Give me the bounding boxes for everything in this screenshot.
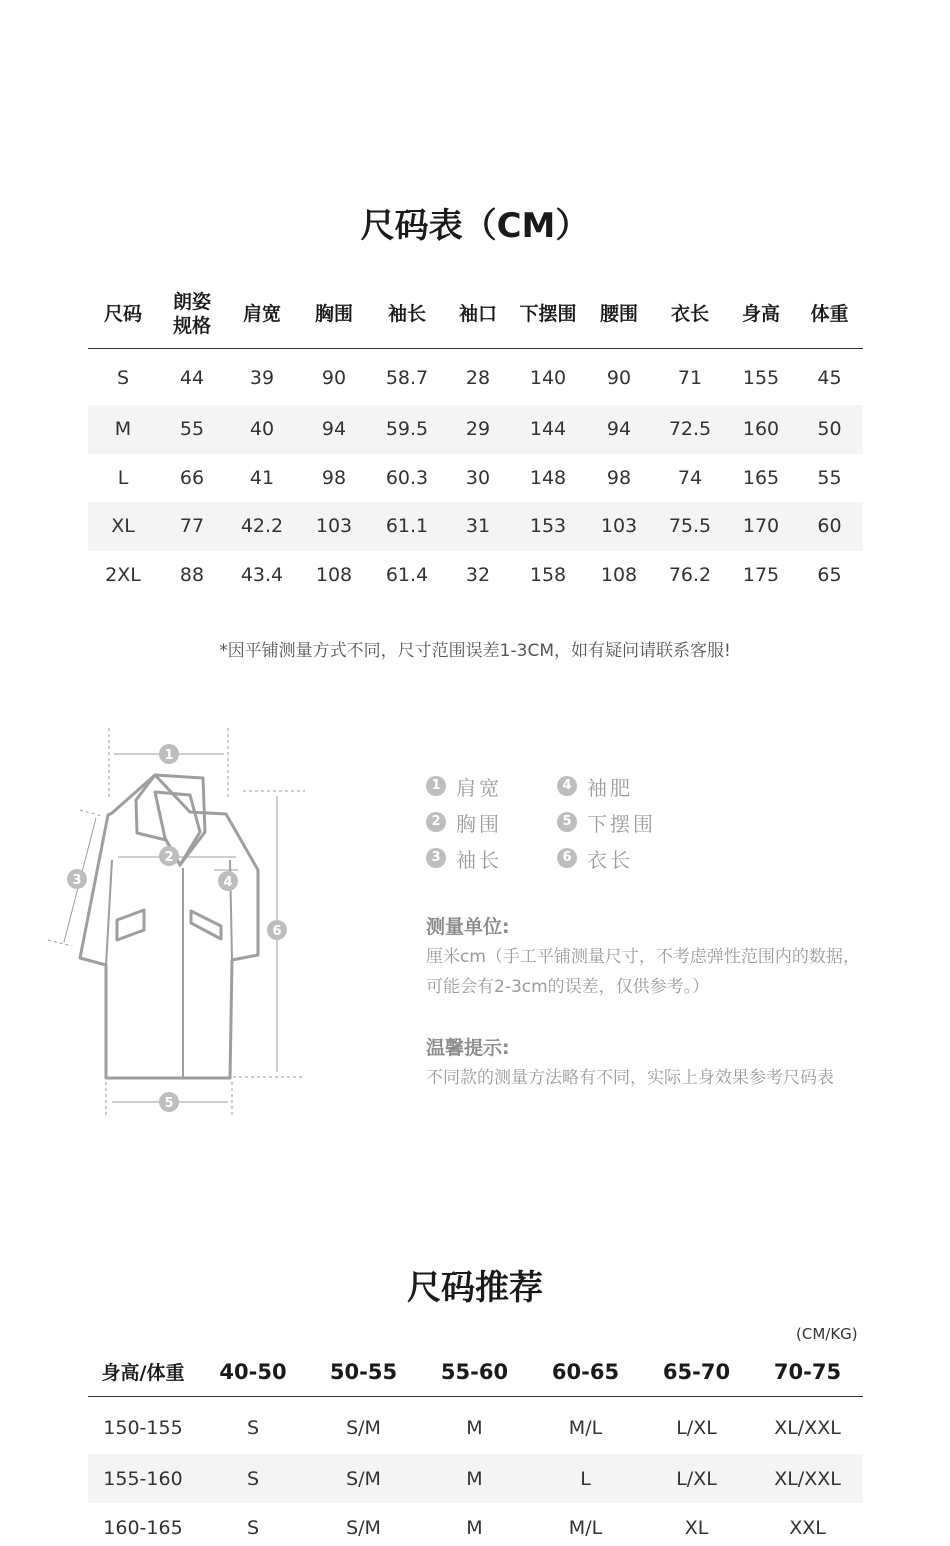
size-chart-cell: 60 [796,502,863,551]
size-chart-header-cell: 体重 [796,280,863,348]
size-chart-row [88,454,863,503]
size-chart-cell: S [116,366,130,389]
coat-measurement-diagram [40,720,330,1130]
size-chart-cell: 88 [179,564,205,587]
recommend-cell: M [419,1454,530,1503]
size-chart-row [88,348,863,405]
legend-label: 衣长 [587,847,633,872]
size-chart-cell: 45 [817,366,842,389]
recommend-header-cell: 60-65 [530,1348,641,1396]
size-chart-header-cell: 肩宽 [226,280,298,348]
number-badge: 5 [557,812,577,832]
coat-sleeve-left [106,860,112,965]
number-badge: 3 [426,848,446,868]
size-chart-cell: 72.5 [654,405,726,454]
size-chart-cell: L [117,466,129,489]
recommend-cell: S/M [346,1516,381,1539]
size-chart-cell: 108 [315,564,353,587]
size-chart-cell: 66 [179,466,205,489]
size-chart-cell: 158 [529,564,567,587]
legend-label: 袖肥 [587,775,633,800]
size-chart-cell: 65 [817,564,842,587]
marker-3: 3 [72,873,82,888]
recommend-cell: L [530,1454,641,1503]
legend-label: 袖长 [456,847,502,872]
size-chart-cell: 71 [677,366,703,389]
recommend-header-row [88,1348,863,1396]
measurement-note: *因平铺测量方式不同，尺寸范围误差1-3CM，如有疑问请联系客服! [219,641,731,661]
coat-left-pocket [117,910,144,940]
size-chart-cell: XL [88,502,158,551]
recommend-cell: M [466,1417,483,1440]
recommend-cell: 150-155 [103,1417,183,1440]
measure-unit-text [426,942,926,1002]
recommend-cell: L/XL [676,1417,717,1440]
legend-label: 胸围 [456,811,502,836]
size-chart-cell: 61.1 [370,502,444,551]
size-chart-row [88,405,863,454]
number-badge: 6 [557,848,577,868]
number-badge: 4 [557,776,577,796]
size-chart-cell: 140 [529,366,567,389]
size-chart-cell: M [88,405,158,454]
size-chart-cell: 42.2 [226,502,298,551]
size-chart-cell: 74 [677,466,703,489]
size-chart-cell: 60.3 [385,466,429,489]
size-chart-row [88,551,863,600]
recommend-cell: S [246,1516,260,1539]
size-chart-header-row [88,280,863,348]
size-chart-cell: 61.4 [385,564,429,587]
recommend-header-cell: 40-50 [198,1348,308,1396]
size-chart-cell: 144 [512,405,584,454]
marker-1: 1 [164,748,174,763]
recommend-header-cell: 50-55 [308,1348,419,1396]
size-chart-cell: 90 [321,366,347,389]
size-chart-cell: 153 [512,502,584,551]
size-chart-cell: 155 [742,366,780,389]
size-chart-cell: 43.4 [240,564,284,587]
size-chart-cell: 29 [444,405,512,454]
recommend-cell: S/M [308,1454,419,1503]
size-chart-cell: 75.5 [654,502,726,551]
size-chart-cell: 58.7 [385,366,429,389]
size-recommend-table [88,1348,863,1546]
measure-unit-line: 厘米cm（手工平铺测量尺寸，不考虑弹性范围内的数据， [426,947,860,967]
recommend-cell: M [466,1516,483,1539]
size-chart-cell: 98 [321,466,347,489]
recommend-cell: S/M [346,1417,381,1440]
size-chart-header-cell: 身高 [726,280,796,348]
recommend-row [88,1454,863,1503]
recommend-row [88,1396,863,1454]
tip-text: 不同款的测量方法略有不同，实际上身效果参考尺码表 [426,1068,834,1088]
recommend-cell: L/XL [641,1454,752,1503]
size-chart-cell: 160 [726,405,796,454]
measure-unit-heading: 测量单位: [426,916,510,938]
marker-6: 6 [272,924,282,939]
size-chart-header-cell: 腰围 [584,280,654,348]
size-chart-header-cell: 尺码 [88,280,158,348]
marker-2: 2 [164,850,174,865]
measurement-legend [426,768,726,876]
recommend-cell: XL [684,1516,709,1539]
size-chart-title: 尺码表（CM） [360,206,590,246]
recommend-header-cell: 身高/体重 [88,1348,198,1396]
size-chart-cell: 165 [742,466,780,489]
size-chart-cell: 59.5 [370,405,444,454]
recommend-cell: 160-165 [103,1516,183,1539]
size-chart-cell: 50 [796,405,863,454]
size-chart-cell: 175 [742,564,780,587]
size-chart-header-cell: 衣长 [654,280,726,348]
marker-5: 5 [164,1096,174,1111]
recommend-unit: (CM/KG) [796,1325,858,1343]
size-chart-cell: 40 [226,405,298,454]
legend-label: 下摆围 [587,811,656,836]
legend-item-sleeve-length [426,840,557,876]
size-chart-header-cell: 袖口 [444,280,512,348]
marker-4: 4 [223,875,233,890]
legend-row [426,768,726,804]
legend-row [426,840,726,876]
recommend-header-cell: 65-70 [641,1348,752,1396]
size-chart-cell: 44 [179,366,205,389]
number-badge: 1 [426,776,446,796]
recommend-cell: M/L [568,1516,603,1539]
size-chart-cell: 32 [465,564,491,587]
size-chart-header-cell: 下摆围 [512,280,584,348]
size-chart-row [88,502,863,551]
size-chart-cell: 108 [600,564,638,587]
legend-item-length [557,840,688,876]
size-chart-cell: 30 [465,466,491,489]
size-chart-header-cell: 朗姿 规格 [158,280,226,348]
size-chart-cell: 148 [529,466,567,489]
size-chart-cell: 39 [249,366,275,389]
number-badge: 2 [426,812,446,832]
legend-item-hem [557,804,688,840]
size-chart-cell: 55 [158,405,226,454]
size-chart-cell: 55 [817,466,842,489]
recommend-cell: XL/XXL [752,1454,863,1503]
recommend-cell: XL/XXL [774,1417,841,1440]
recommend-cell: 155-160 [88,1454,198,1503]
size-chart-cell: 41 [249,466,275,489]
size-recommend-title: 尺码推荐 [407,1268,543,1308]
size-chart-cell: 31 [444,502,512,551]
size-chart-cell: 2XL [105,564,141,587]
legend-item-chest [426,804,557,840]
size-chart-cell: 77 [158,502,226,551]
legend-row [426,804,726,840]
size-chart-cell: 28 [465,366,491,389]
recommend-cell: S [198,1454,308,1503]
legend-item-shoulder [426,768,557,804]
recommend-header-cell: 55-60 [419,1348,530,1396]
size-chart-cell: 103 [298,502,370,551]
tip-heading: 温馨提示: [426,1037,510,1059]
size-chart-cell: 90 [606,366,632,389]
size-chart-header-cell: 胸围 [298,280,370,348]
size-chart-cell: 76.2 [668,564,712,587]
recommend-header-cell: 70-75 [752,1348,863,1396]
size-chart-cell: 98 [606,466,632,489]
legend-item-sleeve-width [557,768,688,804]
size-chart-cell: 170 [726,502,796,551]
recommend-cell: S [246,1417,260,1440]
recommend-cell: M/L [568,1417,603,1440]
coat-right-pocket [191,911,221,939]
measure-unit-line: 可能会有2-3cm的误差，仅供参考。） [426,977,710,997]
size-chart-header-cell: 袖长 [370,280,444,348]
recommend-cell: XXL [789,1516,826,1539]
size-chart-cell: 103 [584,502,654,551]
recommend-row [88,1503,863,1546]
size-chart-cell: 94 [584,405,654,454]
legend-label: 肩宽 [456,775,502,800]
size-chart-table [88,280,863,599]
size-chart-cell: 94 [298,405,370,454]
